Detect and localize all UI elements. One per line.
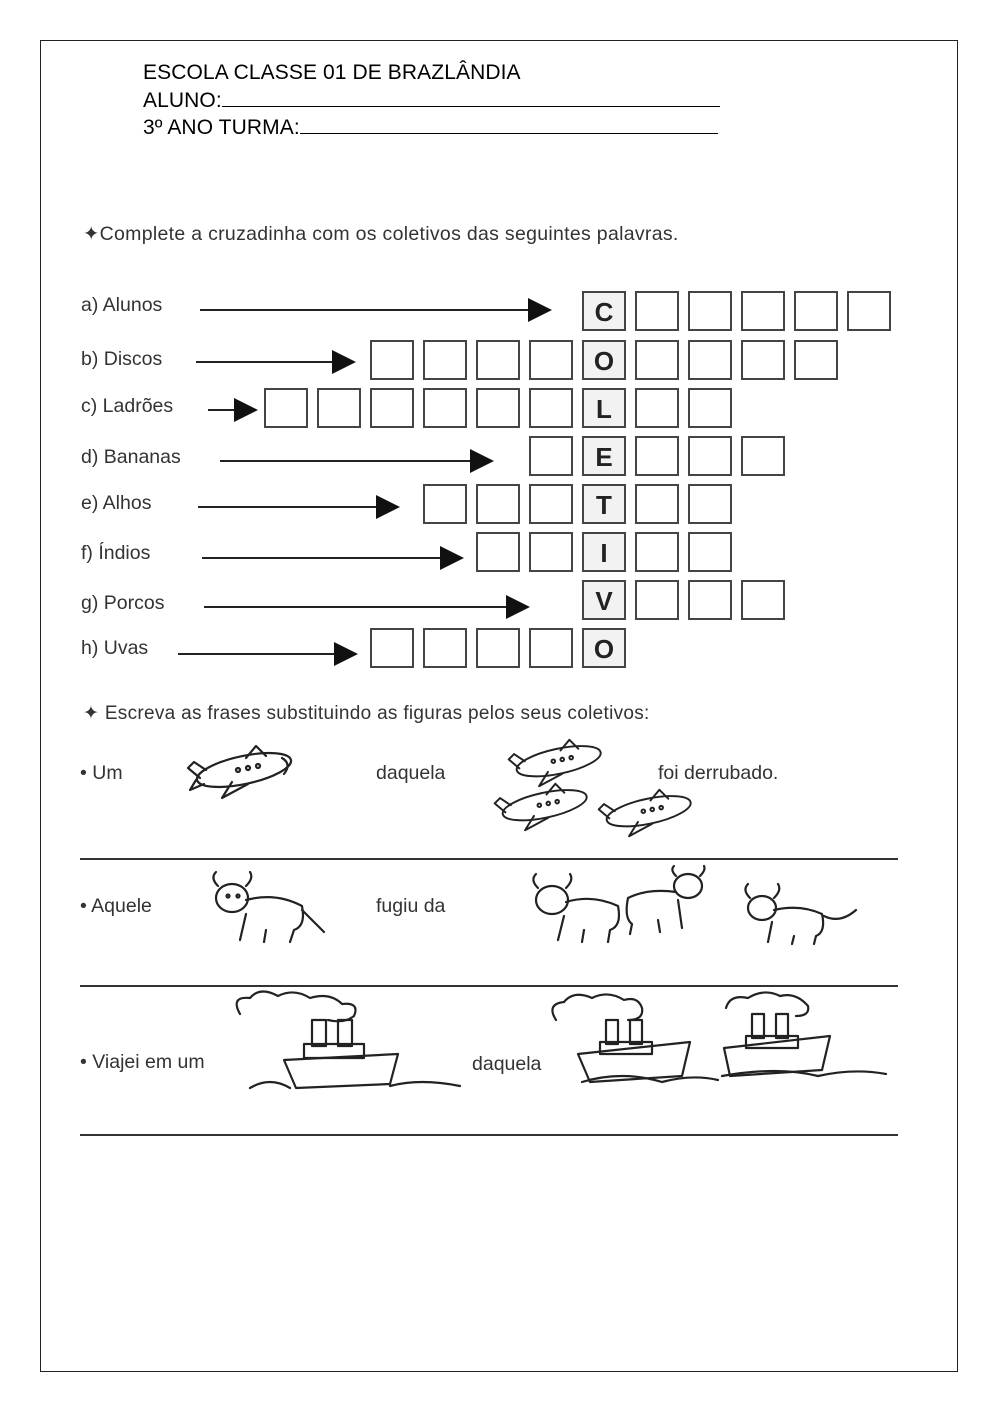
sentence-1-part2: daquela: [376, 762, 446, 784]
crossword-cell[interactable]: [741, 340, 785, 380]
crossword-cell[interactable]: [688, 580, 732, 620]
clue-b: b) Discos: [81, 348, 163, 370]
crossword-cell[interactable]: [635, 388, 679, 428]
class-label: 3º ANO TURMA:: [143, 116, 300, 139]
arrow-b: [196, 361, 334, 363]
crossword-cell[interactable]: [635, 340, 679, 380]
crossword-cell[interactable]: [635, 291, 679, 331]
ship-icon: [542, 990, 722, 1090]
crossword-cell[interactable]: [529, 628, 573, 668]
ship-icon: [220, 988, 474, 1094]
student-line: [143, 88, 720, 113]
sentence-3-part2: daquela: [472, 1053, 542, 1075]
sentences-instruction: ✦ Escreva as frases substituindo as figuras pelos seus coletivos:: [83, 703, 650, 724]
crossword-cell[interactable]: [476, 484, 520, 524]
crossword-cell[interactable]: [529, 388, 573, 428]
sentence-2-part2: fugiu da: [376, 895, 446, 917]
answer-line-2[interactable]: [80, 985, 898, 987]
clue-g: g) Porcos: [81, 592, 165, 614]
sentence-1-part3: foi derrubado.: [658, 762, 779, 784]
crossword-cell[interactable]: [476, 532, 520, 572]
crossword-cell[interactable]: [370, 340, 414, 380]
crossword-cell[interactable]: [635, 580, 679, 620]
crossword-cell[interactable]: [529, 484, 573, 524]
answer-line-1[interactable]: [80, 858, 898, 860]
clue-c: c) Ladrões: [81, 395, 174, 417]
crossword-key-cell: O: [582, 628, 626, 668]
crossword-cell[interactable]: [794, 340, 838, 380]
airplane-icon: [492, 782, 592, 832]
sentence-2-part1: • Aquele: [80, 895, 152, 917]
airplane-icon: [506, 738, 606, 788]
crossword-cell[interactable]: [370, 388, 414, 428]
crossword-cell[interactable]: [529, 436, 573, 476]
crossword-cell[interactable]: [741, 580, 785, 620]
ox-icon: [740, 884, 862, 946]
crossword-instruction: ✦Complete a cruzadinha com os coletivos das seguintes palavras.: [83, 223, 679, 245]
crossword-cell[interactable]: [635, 532, 679, 572]
crossword-cell[interactable]: [688, 388, 732, 428]
arrow-d: [220, 460, 472, 462]
arrow-a: [200, 309, 530, 311]
clue-e: e) Alhos: [81, 492, 152, 514]
arrow-h: [178, 653, 336, 655]
crossword-key-cell: C: [582, 291, 626, 331]
crossword-cell[interactable]: [476, 340, 520, 380]
crossword-cell[interactable]: [688, 484, 732, 524]
crossword-cell[interactable]: [688, 532, 732, 572]
crossword-cell[interactable]: [529, 340, 573, 380]
clue-a: a) Alunos: [81, 294, 163, 316]
student-label: ALUNO:: [143, 89, 222, 112]
arrow-f: [202, 557, 442, 559]
crossword-cell[interactable]: [635, 484, 679, 524]
crossword-cell[interactable]: [423, 388, 467, 428]
ox-icon: [206, 870, 332, 946]
crossword-cell[interactable]: [476, 388, 520, 428]
crossword-cell[interactable]: [370, 628, 414, 668]
clue-f: f) Índios: [81, 542, 151, 564]
crossword-cell[interactable]: [423, 340, 467, 380]
crossword-cell[interactable]: [741, 436, 785, 476]
crossword-cell[interactable]: [635, 436, 679, 476]
crossword-key-cell: V: [582, 580, 626, 620]
crossword-cell[interactable]: [688, 340, 732, 380]
crossword-key-cell: E: [582, 436, 626, 476]
crossword-cell[interactable]: [688, 436, 732, 476]
clue-h: h) Uvas: [81, 637, 149, 659]
class-line: [143, 115, 718, 140]
ship-icon: [718, 990, 888, 1084]
clue-d: d) Bananas: [81, 446, 181, 468]
crossword-cell[interactable]: [529, 532, 573, 572]
arrow-c: [208, 409, 236, 411]
crossword-cell[interactable]: [741, 291, 785, 331]
ox-icon: [528, 870, 718, 946]
answer-line-3[interactable]: [80, 1134, 898, 1136]
crossword-cell[interactable]: [264, 388, 308, 428]
crossword-cell[interactable]: [423, 484, 467, 524]
crossword-cell[interactable]: [317, 388, 361, 428]
crossword-key-cell: O: [582, 340, 626, 380]
crossword-cell[interactable]: [423, 628, 467, 668]
school-name: ESCOLA CLASSE 01 DE BRAZLÂNDIA: [143, 61, 521, 84]
student-name-blank[interactable]: [222, 88, 720, 107]
crossword-key-cell: I: [582, 532, 626, 572]
crossword-key-cell: L: [582, 388, 626, 428]
arrow-e: [198, 506, 378, 508]
crossword-cell[interactable]: [688, 291, 732, 331]
class-blank[interactable]: [300, 115, 718, 134]
sentence-1-part1: • Um: [80, 762, 123, 784]
crossword-cell[interactable]: [794, 291, 838, 331]
airplane-icon: [186, 744, 296, 800]
crossword-cell[interactable]: [847, 291, 891, 331]
arrow-g: [204, 606, 508, 608]
crossword-key-cell: T: [582, 484, 626, 524]
sentence-3-part1: • Viajei em um: [80, 1051, 205, 1073]
airplane-icon: [594, 788, 698, 838]
crossword-cell[interactable]: [476, 628, 520, 668]
